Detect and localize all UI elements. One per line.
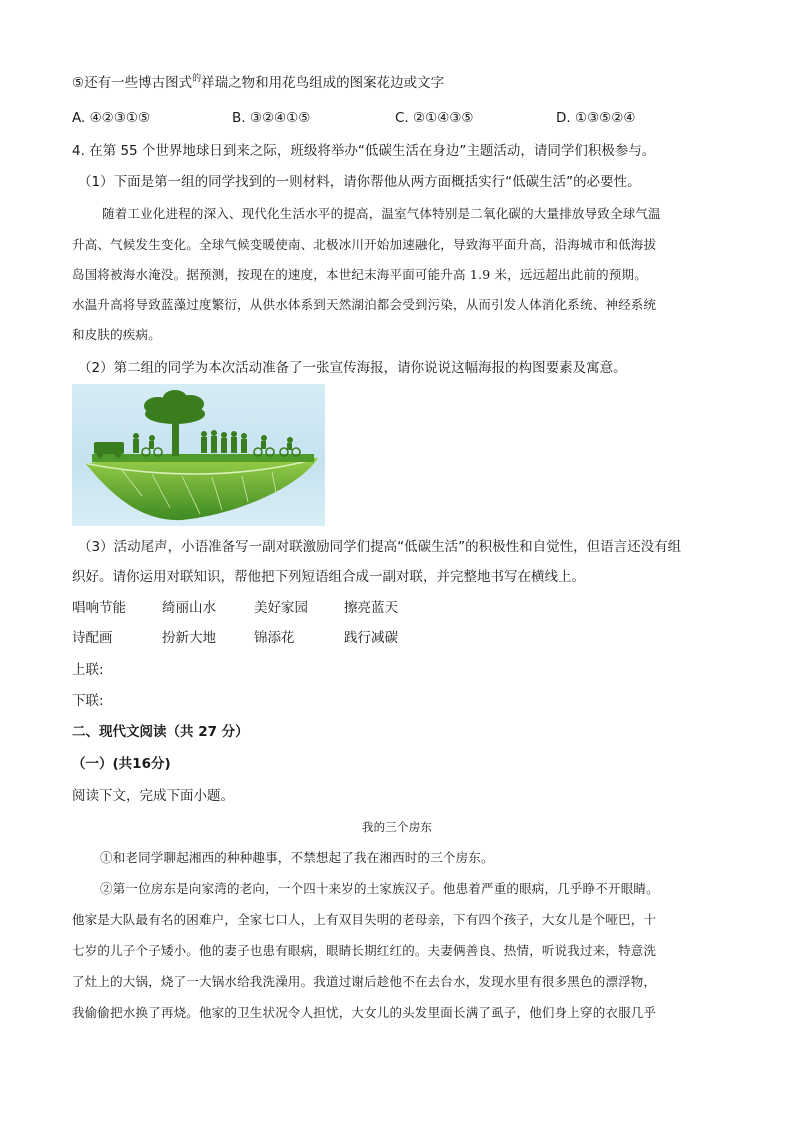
article-line: 了灶上的大锅，烧了一大锅水给我洗澡用。我道过谢后趁他不在去台水，发现水里有很多黑色的漂浮物， <box>72 974 657 989</box>
phrase: 绮丽山水 <box>162 600 216 616</box>
material-line-1: 随着工业化进程的深入、现代化生活水平的提高，温室气体特别是二氧化碳的大量排放导致全球气温 <box>102 206 661 221</box>
q3-item-5 <box>72 73 444 95</box>
q3-item-5-superscript: 的 <box>192 74 202 84</box>
poster-illustration <box>72 384 325 526</box>
material-line-5: 和皮肤的疾病。 <box>72 327 161 342</box>
section-heading: 二、现代文阅读（共 27 分） <box>72 724 249 740</box>
leaf-shape <box>86 455 318 520</box>
material-line-4: 水温升高将导致蓝藻过度繁衍，从供水体系到天然湖泊都会受到污染，从而引发人体消化系统、神经系统 <box>72 297 657 312</box>
option-c[interactable]: C. ②①④③⑤ <box>395 110 474 126</box>
article-line: 七岁的儿子个子矮小。他的妻子也患有眼病，眼睛长期红红的。夫妻俩善良、热情，听说我过来，特意洗 <box>72 943 657 958</box>
phrase: 擦亮蓝天 <box>344 600 398 616</box>
q3-item-5-text-before: ⑤还有一些博古图式 <box>72 75 193 91</box>
option-b[interactable]: B. ③②④①⑤ <box>232 110 311 126</box>
reading-instruction: 阅读下文，完成下面小题。 <box>72 788 234 804</box>
article-title: 我的三个房东 <box>361 820 433 834</box>
q4-part3-prompt-line1: （3）活动尾声，小语准备写一副对联激励同学们提高“低碳生活”的积极性和自觉性，但语言还没有组 <box>78 539 682 555</box>
q4-part3-prompt-line2: 织好。请你运用对联知识，帮他把下列短语组合成一副对联，并完整地书写在横线上。 <box>72 569 585 585</box>
article-paragraph-2: ②第一位房东是向家湾的老向，一个四十来岁的土家族汉子。他患着严重的眼病，几乎睁不开眼睛。 <box>100 881 659 896</box>
q4-part2-prompt: （2）第二组的同学为本次活动准备了一张宣传海报，请你说说这幅海报的构图要素及寓意。 <box>78 360 627 376</box>
material-line-2: 升高、气候发生变化。全球气候变暖使南、北极冰川开始加速融化，导致海平面升高，沿海城市和低海拔 <box>72 237 657 252</box>
sub-section-heading: （一）(共16分) <box>72 756 171 772</box>
phrase: 诗配画 <box>72 630 113 646</box>
q3-item-5-text-after: 祥瑞之物和用花鸟组成的图案花边或文字 <box>201 75 445 91</box>
phrase: 践行减碳 <box>344 630 398 646</box>
q4-stem: 4. 在第 55 个世界地球日到来之际，班级将举办“低碳生活在身边”主题活动，请同学们积极参与。 <box>72 143 656 159</box>
article-line: 我偷偷把水换了再烧。他家的卫生状况令人担忧，大女儿的头发里面长满了虱子，他们身上穿的衣服几乎 <box>72 1005 657 1020</box>
article-paragraph-1: ①和老同学聊起湘西的种种趣事，不禁想起了我在湘西时的三个房东。 <box>100 850 494 865</box>
low-carbon-poster <box>72 384 325 526</box>
phrase: 美好家园 <box>254 600 308 616</box>
lower-couplet-label: 下联: <box>72 693 104 709</box>
upper-couplet-label: 上联: <box>72 662 104 678</box>
article-line: 他家是大队最有名的困难户，全家七口人，上有双目失明的老母亲，下有四个孩子，大女儿是个哑巴，十 <box>72 912 657 927</box>
material-line-3: 岛国将被海水淹没。据预测，按现在的速度，本世纪末海平面可能升高 1.9 米，远远超出此前的预期。 <box>72 267 647 282</box>
q4-part1-prompt: （1）下面是第一组的同学找到的一则材料，请你帮他从两方面概括实行“低碳生活”的必要性。 <box>78 174 641 190</box>
option-a[interactable]: A. ④②③①⑤ <box>72 110 151 126</box>
option-d[interactable]: D. ①③⑤②④ <box>556 110 636 126</box>
phrase: 唱响节能 <box>72 600 126 616</box>
phrase: 扮新大地 <box>162 630 216 646</box>
phrase: 锦添花 <box>254 630 295 646</box>
